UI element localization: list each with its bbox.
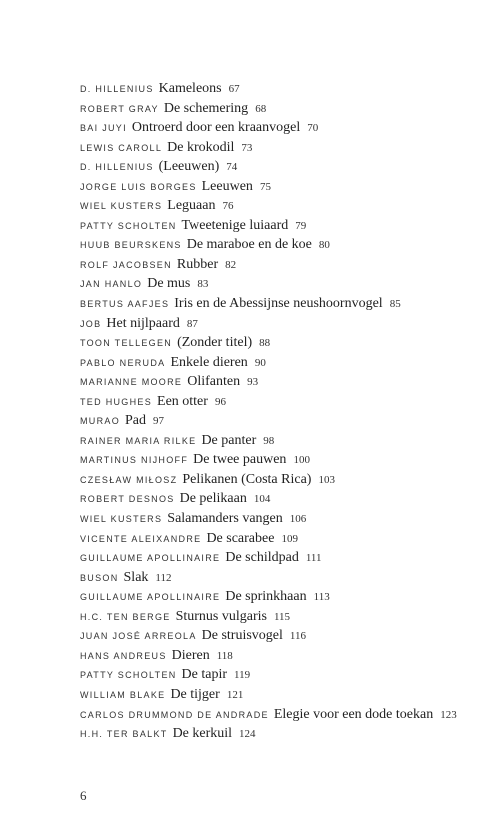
entry-page: 85: [389, 298, 401, 311]
entry-title: Kameleons: [158, 81, 222, 96]
toc-entry: [80, 449, 470, 469]
toc-entry: [80, 645, 470, 665]
entry-author: MARTINUS NIJHOFF: [80, 455, 189, 466]
toc-entry: [80, 567, 470, 587]
entry-page: 80: [318, 239, 330, 252]
toc-entry: [80, 664, 470, 684]
entry-title: Elegie voor een dode toekan: [273, 706, 434, 722]
entry-title: (Zonder titel): [177, 335, 253, 351]
toc-entry: [80, 137, 470, 157]
entry-author: JUAN JOSÉ ARREOLA: [80, 631, 197, 642]
entry-page: 111: [305, 552, 322, 565]
toc-entry: [80, 273, 470, 293]
entry-page: 93: [247, 376, 259, 389]
entry-title: Rubber: [176, 256, 219, 272]
toc-entry: [80, 98, 470, 118]
entry-page: 82: [225, 258, 237, 271]
entry-title: (Leeuwen): [158, 159, 220, 175]
entry-page: 118: [216, 649, 233, 662]
page-number: 6: [80, 788, 87, 803]
entry-page: 67: [228, 83, 240, 95]
entry-title: De scarabee: [206, 530, 275, 546]
toc-entry: [80, 254, 470, 274]
entry-title: Olifanten: [187, 374, 241, 390]
toc-entry: [80, 352, 470, 372]
toc-entry: [80, 625, 470, 645]
toc-entry: [80, 528, 470, 548]
entry-author: BAI JUYI: [80, 123, 127, 134]
entry-author: RAINER MARIA RILKE: [80, 435, 197, 446]
entry-page: 98: [263, 434, 275, 447]
entry-title: Een otter: [157, 393, 208, 409]
entry-title: De panter: [201, 432, 257, 448]
entry-title: De schildpad: [225, 550, 299, 566]
entry-author: VICENTE ALEIXANDRE: [80, 533, 202, 544]
entry-author: BUSON: [80, 572, 119, 583]
entry-title: Leguaan: [167, 198, 216, 214]
entry-title: Ontroerd door een kraanvogel: [131, 120, 301, 136]
entry-title: Salamanders vangen: [167, 511, 283, 527]
entry-author: CARLOS DRUMMOND DE ANDRADE: [80, 709, 269, 720]
entry-title: De sprinkhaan: [225, 589, 307, 605]
entry-page: 76: [222, 200, 234, 213]
toc-entry: [80, 313, 470, 333]
entry-author: JAN HANLO: [80, 279, 143, 290]
entry-page: 74: [226, 161, 238, 174]
toc-entry: [80, 684, 470, 704]
entry-page: 109: [281, 532, 298, 545]
entry-title: De tijger: [170, 686, 220, 702]
entry-author: LEWIS CAROLL: [80, 142, 163, 153]
toc-entry: [80, 215, 470, 235]
entry-author: GUILLAUME APOLLINAIRE: [80, 592, 221, 603]
entry-author: BERTUS AAFJES: [80, 299, 170, 310]
entry-title: De struisvogel: [201, 628, 283, 644]
entry-page: 115: [273, 610, 291, 623]
entry-page: 124: [239, 728, 256, 741]
toc-entry: [80, 156, 470, 176]
toc-entry: [80, 723, 470, 743]
toc-entry: [80, 430, 470, 450]
entry-title: Pad: [125, 413, 146, 429]
entry-author: PATTY SCHOLTEN: [80, 220, 177, 231]
entry-author: H.H. TER BALKT: [80, 729, 168, 740]
entry-page: 87: [186, 317, 198, 330]
entry-title: Tweetenige luiaard: [181, 217, 289, 233]
entry-page: 75: [259, 180, 271, 193]
entry-page: 70: [307, 122, 319, 135]
toc-entry: [80, 586, 470, 606]
entry-page: 116: [289, 630, 306, 643]
entry-title: Slak: [123, 569, 149, 585]
entry-title: Enkele dieren: [170, 354, 248, 370]
entry-title: De pelikaan: [179, 491, 247, 507]
toc-entry: [80, 704, 470, 724]
entry-author: ROLF JACOBSEN: [80, 259, 172, 270]
entry-author: HANS ANDREUS: [80, 650, 167, 661]
entry-author: PABLO NERUDA: [80, 357, 166, 368]
entry-title: De krokodil: [167, 139, 235, 155]
entry-page: 73: [241, 141, 253, 154]
entry-page: 112: [155, 571, 172, 584]
entry-author: TOON TELLEGEN: [80, 338, 173, 349]
entry-page: 96: [214, 395, 226, 408]
entry-author: WIEL KUSTERS: [80, 201, 163, 212]
entry-page: 100: [293, 454, 310, 467]
entry-title: Het nijlpaard: [106, 315, 180, 331]
entry-title: Pelikanen (Costa Rica): [182, 471, 312, 487]
entry-page: 121: [226, 688, 244, 701]
entry-author: D. HILLENIUS: [80, 162, 154, 173]
toc-entry: [80, 234, 470, 254]
toc-entry: [80, 195, 470, 215]
entry-author: MARIANNE MOORE: [80, 377, 183, 388]
entry-title: De mus: [147, 276, 191, 292]
entry-title: Sturnus vulgaris: [175, 608, 267, 624]
entry-title: De schemering: [163, 100, 249, 116]
entry-author: H.C. TEN BERGE: [80, 611, 171, 622]
entry-author: D. HILLENIUS: [80, 84, 154, 94]
toc-entry: [80, 371, 470, 391]
toc-entry: [80, 547, 470, 567]
entry-author: ROBERT DESNOS: [80, 494, 175, 505]
entry-page: 106: [289, 513, 307, 526]
entry-author: JOB: [80, 318, 102, 329]
entry-title: Iris en de Abessijnse neushoornvogel: [174, 296, 383, 312]
entry-title: De twee pauwen: [193, 452, 287, 468]
entry-page: 88: [259, 337, 271, 350]
entry-author: WIEL KUSTERS: [80, 514, 163, 525]
entry-author: ROBERT GRAY: [80, 103, 159, 114]
entry-page: 119: [234, 669, 251, 682]
entry-title: De tapir: [181, 667, 228, 683]
toc-entry: [80, 176, 470, 196]
toc-entry: [80, 293, 470, 313]
entry-page: 79: [295, 219, 307, 232]
toc-entry: [80, 606, 470, 626]
entry-page: 90: [254, 356, 266, 369]
entry-title: De kerkuil: [172, 726, 233, 742]
toc-entry: [80, 391, 470, 411]
entry-author: GUILLAUME APOLLINAIRE: [80, 553, 221, 564]
entry-title: De maraboe en de koe: [186, 237, 312, 253]
toc-entry: [80, 469, 470, 489]
entry-author: TED HUGHES: [80, 396, 153, 407]
entry-author: PATTY SCHOLTEN: [80, 670, 177, 681]
toc-entry: [80, 410, 470, 430]
entry-author: CZESŁAW MIŁOSZ: [80, 474, 178, 485]
entry-title: Dieren: [171, 647, 210, 663]
entry-page: 113: [313, 591, 330, 604]
entry-author: HUUB BEURSKENS: [80, 240, 182, 251]
entry-author: JORGE LUIS BORGES: [80, 181, 197, 192]
toc-entry: [80, 508, 470, 528]
entry-title: Leeuwen: [201, 178, 253, 194]
entry-author: MURAO: [80, 416, 120, 427]
entry-page: 123: [440, 708, 457, 721]
table-of-contents: [80, 78, 470, 743]
entry-page: 68: [255, 102, 267, 115]
entry-page: 103: [318, 473, 335, 486]
toc-entry: [80, 332, 470, 352]
toc-entry: [80, 117, 470, 137]
toc-entry: [80, 78, 470, 98]
entry-page: 104: [253, 493, 271, 506]
entry-author: WILLIAM BLAKE: [80, 689, 166, 700]
entry-page: 97: [153, 415, 164, 428]
entry-page: 83: [197, 278, 209, 291]
toc-entry: [80, 488, 470, 508]
